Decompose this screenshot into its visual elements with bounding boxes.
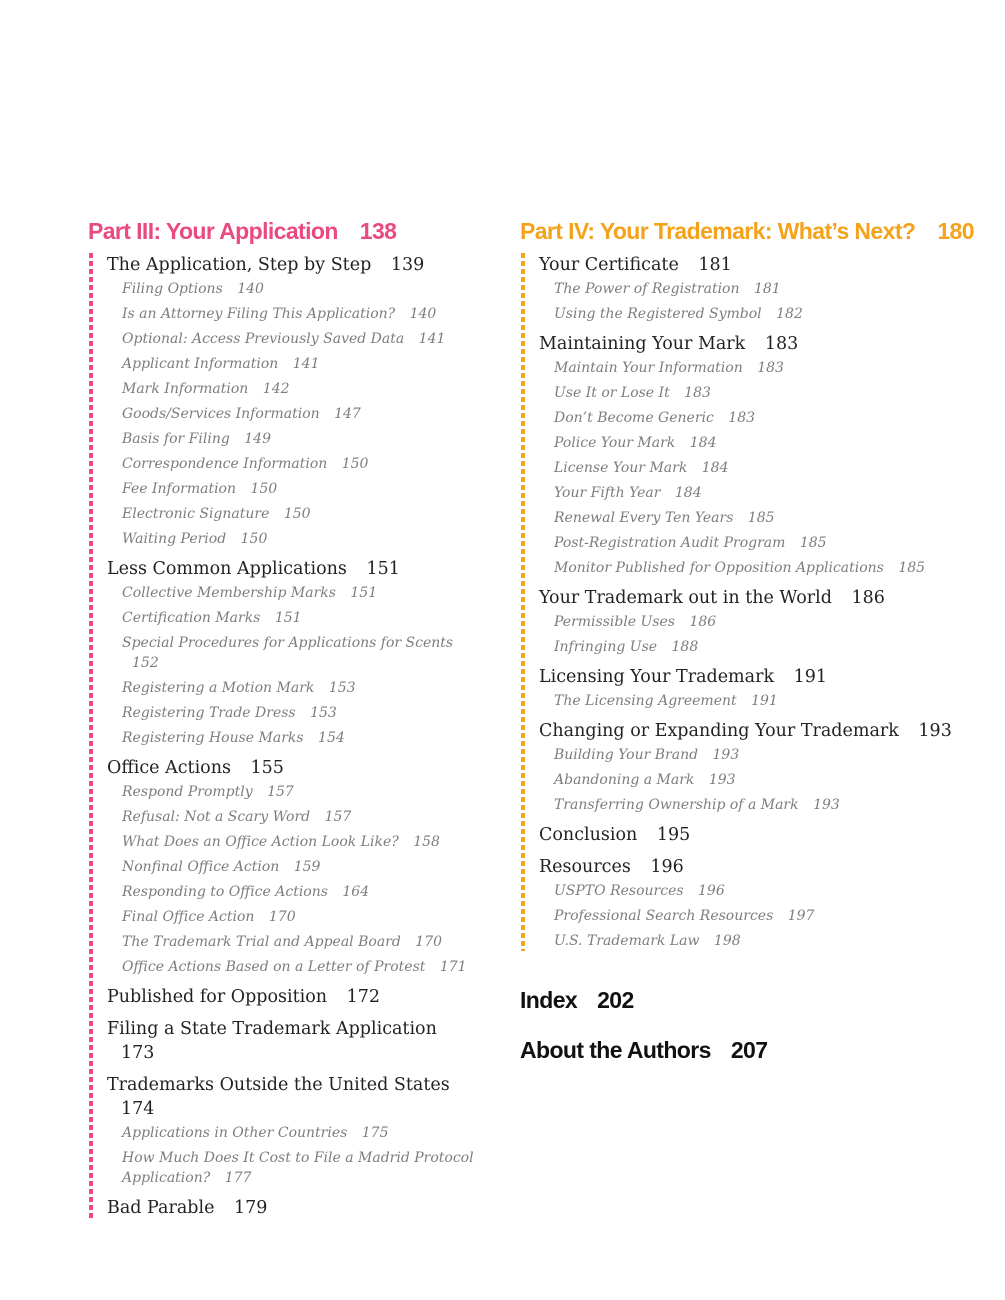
section-page-number: 185 [747, 510, 775, 526]
chapter-entry[interactable] [539, 586, 990, 610]
section-page-number: 158 [413, 834, 440, 850]
section-page-number: 183 [684, 385, 711, 401]
section-entry[interactable] [122, 882, 488, 902]
index-label: Index [520, 987, 578, 1013]
section-title: Use It or Lose It [554, 385, 670, 401]
section-title: Using the Registered Symbol [554, 306, 762, 322]
chapter-title: Resources [539, 857, 631, 877]
chapter-page-number: 155 [250, 758, 284, 778]
index-entry[interactable] [520, 985, 990, 1015]
section-page-number: 140 [237, 281, 264, 297]
section-page-number: 188 [671, 639, 699, 655]
section-entry[interactable] [554, 881, 990, 901]
chapter-title: Filing a State Trademark Application [107, 1019, 437, 1039]
section-title: Is an Attorney Filing This Application? [122, 306, 396, 322]
chapter-page-number: 183 [764, 334, 799, 354]
section-page-number: 141 [418, 331, 446, 347]
section-entry[interactable] [122, 678, 488, 698]
section-title: Monitor Published for Opposition Applications [554, 560, 884, 576]
chapter-title: Bad Parable [107, 1198, 215, 1218]
section-entry[interactable] [554, 691, 990, 711]
toc-column-part-4 [520, 214, 990, 1065]
chapter-block [539, 586, 990, 657]
section-list [539, 745, 990, 815]
section-page-number: 177 [224, 1170, 252, 1186]
section-page-number: 193 [708, 772, 736, 788]
chapter-entry[interactable] [107, 253, 488, 277]
section-page-number: 157 [267, 784, 294, 800]
section-title: Permissible Uses [554, 614, 675, 630]
section-entry[interactable] [554, 458, 990, 478]
part-4-body [520, 253, 990, 951]
part-title: Part IV: Your Trademark: What’s Next? [520, 218, 916, 244]
chapter-entry[interactable] [539, 719, 990, 743]
section-entry[interactable] [122, 379, 488, 399]
chapter-title: Your Certificate [539, 255, 679, 275]
chapter-entry[interactable] [539, 332, 990, 356]
chapter-title: Changing or Expanding Your Trademark [539, 721, 899, 741]
section-page-number: 197 [787, 908, 815, 924]
section-page-number: 151 [274, 610, 302, 626]
section-page-number: 142 [262, 381, 290, 397]
section-list [539, 612, 990, 657]
part-page-number: 138 [359, 218, 397, 244]
section-title: Abandoning a Mark [554, 772, 695, 788]
chapter-page-number: 186 [851, 588, 885, 608]
section-entry[interactable] [554, 304, 990, 324]
chapter-entry[interactable] [539, 823, 990, 847]
chapter-entry[interactable] [539, 253, 990, 277]
section-page-number: 191 [751, 693, 778, 709]
section-title: License Your Mark [554, 460, 688, 476]
section-title: Police Your Mark [554, 435, 676, 451]
dotted-rule [521, 253, 525, 951]
section-title: Optional: Access Previously Saved Data [122, 331, 405, 347]
about-label: About the Authors [520, 1037, 711, 1063]
chapter-title: Office Actions [107, 758, 231, 778]
section-entry[interactable] [122, 957, 488, 977]
section-list [107, 782, 488, 977]
section-page-number: 185 [898, 560, 926, 576]
section-list [539, 691, 990, 711]
section-entry[interactable] [122, 832, 488, 852]
section-title: USPTO Resources [554, 883, 684, 899]
section-entry[interactable] [554, 433, 990, 453]
chapter-page-number: 174 [121, 1099, 155, 1119]
chapter-entry[interactable] [107, 756, 488, 780]
section-title: Registering Trade Dress [122, 705, 296, 721]
section-page-number: 183 [728, 410, 756, 426]
section-entry[interactable] [554, 612, 990, 632]
section-page-number: 186 [689, 614, 717, 630]
section-page-number: 159 [293, 859, 321, 875]
chapter-block [539, 665, 990, 711]
section-page-number: 164 [342, 884, 370, 900]
section-title: Building Your Brand [554, 747, 699, 763]
section-title: Refusal: Not a Scary Word [122, 809, 311, 825]
chapter-entry[interactable] [539, 665, 990, 689]
section-page-number: 183 [757, 360, 784, 376]
part-title: Part III: Your Application [88, 218, 338, 244]
chapter-entry[interactable] [107, 985, 488, 1009]
section-entry[interactable] [554, 558, 990, 578]
section-entry[interactable] [122, 504, 488, 524]
section-title: Post-Registration Audit Program [554, 535, 786, 551]
section-entry[interactable] [122, 608, 488, 628]
section-title: Applications in Other Countries [122, 1125, 348, 1141]
section-entry[interactable] [122, 907, 488, 927]
section-page-number: 196 [698, 883, 725, 899]
section-title: Basis for Filing [122, 431, 230, 447]
section-entry[interactable] [554, 906, 990, 926]
section-title: Goods/Services Information [122, 406, 320, 422]
section-entry[interactable] [122, 304, 488, 324]
section-title: How Much Does It Cost to File a Madrid Protocol Application? [122, 1150, 474, 1186]
section-page-number: 182 [776, 306, 803, 322]
section-entry[interactable] [122, 429, 488, 449]
part-3-heading [88, 214, 488, 248]
section-list [107, 279, 488, 549]
chapter-page-number: 179 [234, 1198, 268, 1218]
section-entry[interactable] [554, 931, 990, 951]
section-entry[interactable] [122, 529, 488, 549]
section-title: Certification Marks [122, 610, 261, 626]
section-entry[interactable] [554, 508, 990, 528]
section-page-number: 140 [409, 306, 437, 322]
section-page-number: 181 [753, 281, 781, 297]
chapter-block [539, 823, 990, 847]
section-page-number: 154 [318, 730, 345, 746]
section-title: Registering a Motion Mark [122, 680, 315, 696]
section-page-number: 141 [292, 356, 320, 372]
chapter-page-number: 151 [366, 559, 400, 579]
section-entry[interactable] [554, 770, 990, 790]
section-entry[interactable] [554, 533, 990, 553]
section-page-number: 153 [310, 705, 337, 721]
section-entry[interactable] [554, 637, 990, 657]
section-page-number: 175 [361, 1125, 389, 1141]
chapter-title: Licensing Your Trademark [539, 667, 775, 687]
chapter-page-number: 172 [346, 987, 381, 1007]
chapter-block [107, 557, 488, 748]
section-page-number: 150 [250, 481, 278, 497]
section-entry[interactable] [122, 807, 488, 827]
section-entry[interactable] [554, 795, 990, 815]
section-title: The Power of Registration [554, 281, 740, 297]
dotted-rule [89, 253, 93, 1220]
section-title: Applicant Information [122, 356, 279, 372]
section-title: Don’t Become Generic [554, 410, 714, 426]
chapter-entry[interactable] [107, 557, 488, 581]
section-page-number: 170 [415, 934, 443, 950]
section-entry[interactable] [122, 633, 488, 673]
chapter-entry[interactable] [107, 1017, 488, 1065]
section-title: Transferring Ownership of a Mark [554, 797, 799, 813]
section-title: Renewal Every Ten Years [554, 510, 734, 526]
section-page-number: 184 [701, 460, 729, 476]
section-entry[interactable] [122, 583, 488, 603]
section-page-number: 153 [328, 680, 356, 696]
section-list [539, 358, 990, 578]
section-entry[interactable] [554, 408, 990, 428]
section-title: Maintain Your Information [554, 360, 743, 376]
section-title: Registering House Marks [122, 730, 304, 746]
about-authors-entry[interactable] [520, 1035, 990, 1065]
section-list [539, 279, 990, 324]
chapter-page-number: 181 [698, 255, 732, 275]
section-title: The Licensing Agreement [554, 693, 737, 709]
part-page-number: 180 [937, 218, 974, 244]
chapter-title: Published for Opposition [107, 987, 328, 1007]
chapter-page-number: 193 [918, 721, 952, 741]
section-entry[interactable] [122, 404, 488, 424]
section-title: Professional Search Resources [554, 908, 774, 924]
section-entry[interactable] [122, 703, 488, 723]
section-title: Collective Membership Marks [122, 585, 336, 601]
chapter-entry[interactable] [539, 855, 990, 879]
section-page-number: 184 [674, 485, 702, 501]
part-4-heading [520, 214, 990, 248]
section-title: Final Office Action [122, 909, 255, 925]
chapter-title: The Application, Step by Step [107, 255, 372, 275]
about-page-number: 207 [730, 1037, 768, 1063]
chapter-block [539, 719, 990, 815]
section-entry[interactable] [122, 279, 488, 299]
section-title: The Trademark Trial and Appeal Board [122, 934, 401, 950]
chapter-block [107, 1196, 488, 1220]
section-entry[interactable] [122, 857, 488, 877]
section-title: Correspondence Information [122, 456, 328, 472]
chapter-page-number: 139 [390, 255, 425, 275]
section-page-number: 150 [283, 506, 311, 522]
section-page-number: 152 [132, 655, 159, 671]
chapter-title: Your Trademark out in the World [539, 588, 832, 608]
chapter-page-number: 195 [656, 825, 691, 845]
chapter-block [539, 332, 990, 578]
index-page-number: 202 [597, 987, 634, 1013]
section-page-number: 150 [341, 456, 369, 472]
section-page-number: 147 [334, 406, 361, 422]
section-title: Office Actions Based on a Letter of Protest [122, 959, 426, 975]
section-page-number: 193 [813, 797, 840, 813]
section-title: Waiting Period [122, 531, 227, 547]
chapter-title: Less Common Applications [107, 559, 347, 579]
section-entry[interactable] [122, 329, 488, 349]
chapter-block [539, 855, 990, 951]
section-title: Infringing Use [554, 639, 658, 655]
section-title: Special Procedures for Applications for Scents [122, 635, 454, 651]
section-entry[interactable] [554, 745, 990, 765]
chapter-page-number: 191 [793, 667, 828, 687]
section-entry[interactable] [122, 782, 488, 802]
section-title: Respond Promptly [122, 784, 253, 800]
section-entry[interactable] [122, 1123, 488, 1143]
part-3-body [88, 253, 488, 1220]
section-page-number: 157 [324, 809, 352, 825]
chapter-block [539, 253, 990, 324]
section-page-number: 150 [240, 531, 268, 547]
section-page-number: 185 [799, 535, 827, 551]
section-list [539, 881, 990, 951]
section-entry[interactable] [554, 383, 990, 403]
section-page-number: 149 [244, 431, 271, 447]
chapter-page-number: 173 [121, 1043, 155, 1063]
section-entry[interactable] [122, 354, 488, 374]
section-list [107, 583, 488, 748]
section-title: Electronic Signature [122, 506, 270, 522]
section-title: Nonfinal Office Action [122, 859, 280, 875]
section-list [107, 1123, 488, 1188]
section-entry[interactable] [122, 479, 488, 499]
section-entry[interactable] [122, 728, 488, 748]
chapter-block [107, 1017, 488, 1065]
section-title: Filing Options [122, 281, 223, 297]
section-entry[interactable] [554, 279, 990, 299]
section-entry[interactable] [122, 932, 488, 952]
section-title: Your Fifth Year [554, 485, 661, 501]
chapter-block [107, 985, 488, 1009]
section-title: Responding to Office Actions [122, 884, 328, 900]
section-page-number: 151 [350, 585, 378, 601]
section-page-number: 184 [689, 435, 717, 451]
section-entry[interactable] [554, 483, 990, 503]
chapter-list [539, 253, 990, 951]
section-page-number: 193 [712, 747, 740, 763]
section-entry[interactable] [122, 1148, 488, 1188]
section-title: Fee Information [122, 481, 236, 497]
chapter-block [107, 756, 488, 977]
section-page-number: 171 [439, 959, 467, 975]
chapter-entry[interactable] [107, 1196, 488, 1220]
section-title: What Does an Office Action Look Like? [122, 834, 399, 850]
chapter-title: Conclusion [539, 825, 638, 845]
chapter-title: Trademarks Outside the United States [107, 1075, 450, 1095]
chapter-page-number: 196 [650, 857, 684, 877]
chapter-block [107, 1073, 488, 1188]
chapter-block [107, 253, 488, 549]
chapter-list [107, 253, 488, 1220]
section-entry[interactable] [554, 358, 990, 378]
chapter-title: Maintaining Your Mark [539, 334, 746, 354]
toc-column-part-3 [88, 214, 488, 1220]
section-title: Mark Information [122, 381, 249, 397]
section-entry[interactable] [122, 454, 488, 474]
section-page-number: 170 [268, 909, 296, 925]
chapter-entry[interactable] [107, 1073, 488, 1121]
section-title: U.S. Trademark Law [554, 933, 700, 949]
section-page-number: 198 [713, 933, 741, 949]
